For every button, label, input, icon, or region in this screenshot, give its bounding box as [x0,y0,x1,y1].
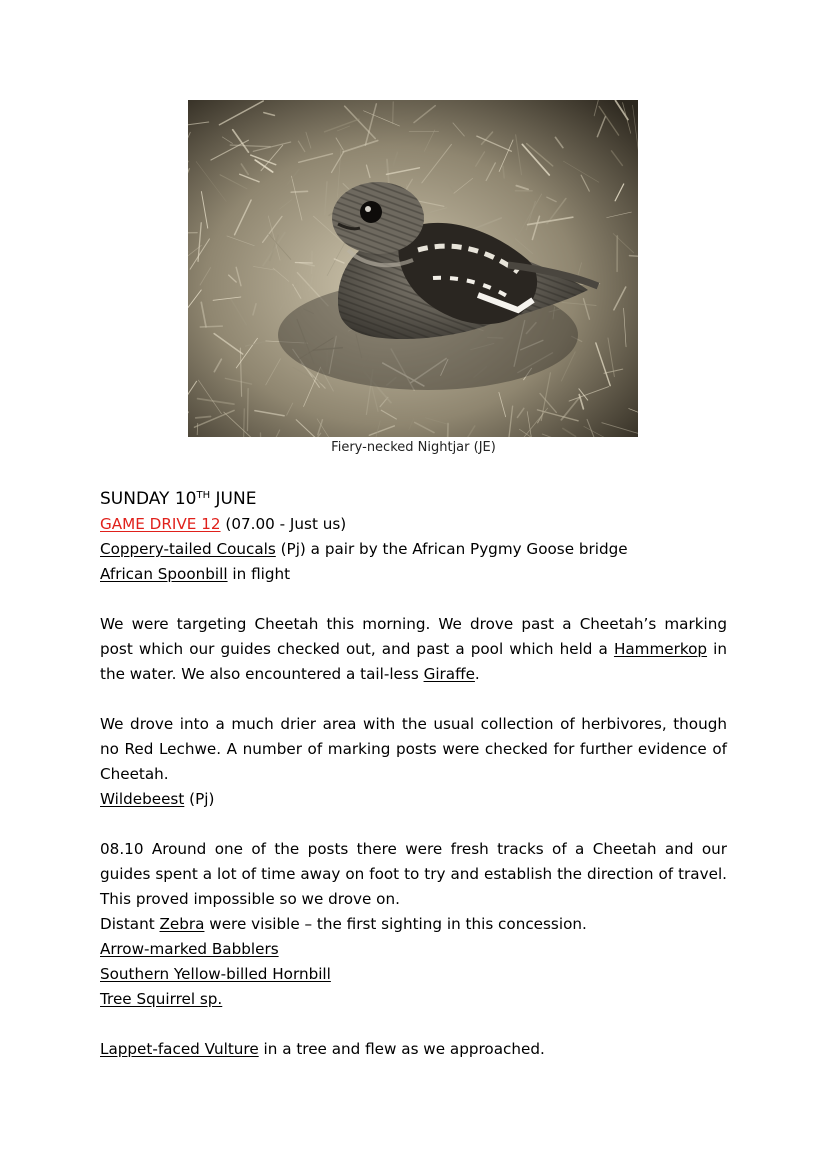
nightjar-photo [188,100,638,437]
day-heading-month: JUNE [210,489,257,509]
species-name: Lappet-faced Vulture [100,1040,259,1058]
day-heading [100,486,727,512]
day-heading-ordinal: TH [196,490,211,501]
species-name: Hammerkop [613,640,708,658]
trip-report-text [100,486,727,1062]
sighting-line [100,787,727,812]
sighting-line [100,937,727,962]
narrative-text: We were targeting Cheetah this morning. We drove past a Cheetah’s marking post which our guides checked out, and past a pool which held a [100,615,727,658]
sighting-line [100,912,727,937]
species-name: Tree Squirrel sp. [100,990,223,1008]
species-name: African Spoonbill [100,565,228,583]
sighting-note: in a tree and flew as we approached. [258,1040,545,1058]
narrative-text: were visible – the first sighting in this concession. [204,915,587,933]
sighting-note: in flight [227,565,291,583]
photo-caption: Fiery-necked Nightjar (JE) [331,440,496,455]
species-name: Southern Yellow-billed Hornbill [100,965,331,983]
narrative-paragraph: We drove into a much drier area with the usual collection of herbivores, though no Red Lechwe. A number of marking posts were checked for further evidence of Cheetah. [100,715,727,783]
narrative-text: . [474,665,480,683]
species-name: Arrow-marked Babblers [100,940,279,958]
species-name: Wildebeest [100,790,185,808]
sighting-note: (Pj) [184,790,215,808]
species-name: Giraffe [423,665,475,683]
game-drive-label: GAME DRIVE 12 [100,515,221,533]
species-name: Zebra [159,915,205,933]
sighting-note: (Pj) a pair by the African Pygmy Goose bridge [275,540,628,558]
sighting-line [100,537,727,562]
narrative-paragraph: 08.10 Around one of the posts there were fresh tracks of a Cheetah and our guides spent a lot of time away on foot to try and establish the direction of travel. This proved impossible so we drove on. [100,840,727,908]
game-drive-detail: (07.00 - Just us) [220,515,347,533]
narrative-text: Distant [100,915,160,933]
sighting-line [100,987,727,1012]
sighting-line [100,562,727,587]
game-drive-heading [100,512,727,537]
sighting-line [100,1037,727,1062]
narrative-text: in the water. We also encountered a tail-less [100,640,727,683]
narrative-paragraph [100,612,727,687]
species-name: Coppery-tailed Coucals [100,540,276,558]
sighting-line [100,962,727,987]
day-heading-date: SUNDAY 10 [100,489,197,509]
